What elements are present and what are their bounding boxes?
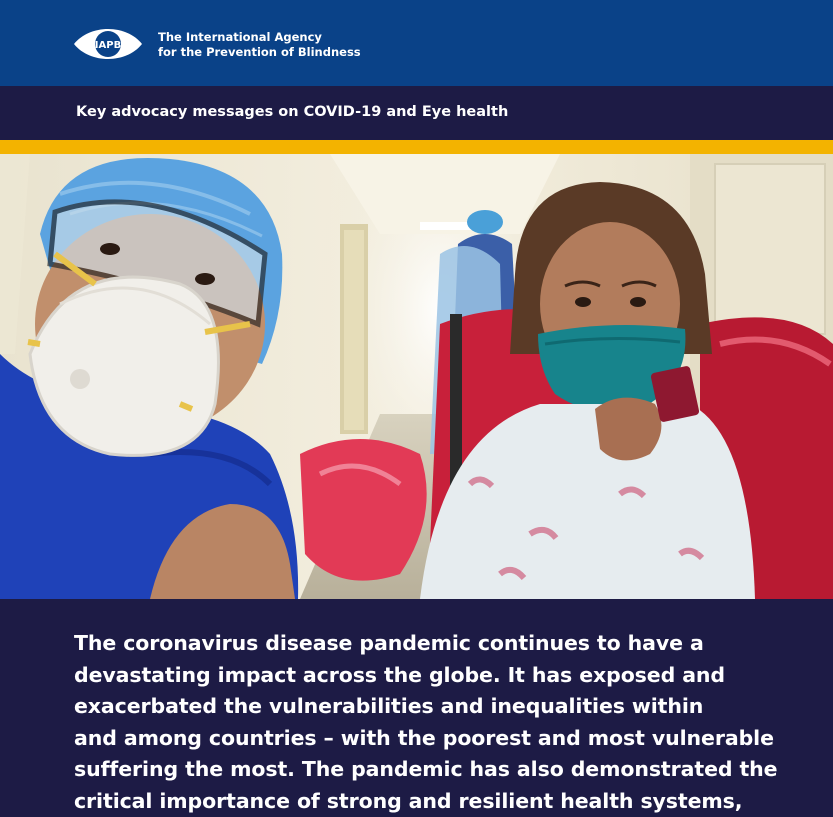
org-name-line1: The International Agency [158, 30, 361, 45]
intro-line: exacerbated the vulnerabilities and inequalities within [74, 691, 774, 723]
intro-line: suffering the most. The pandemic has also demonstrated the [74, 754, 774, 786]
intro-line: devastating impact across the globe. It has exposed and [74, 660, 774, 692]
org-name-line2: for the Prevention of Blindness [158, 45, 361, 60]
organization-name [158, 30, 361, 60]
logo-text: IAPB [95, 40, 121, 51]
intro-line: critical importance of strong and resilient health systems, [74, 786, 774, 817]
photo-illustration [0, 154, 833, 599]
iapb-logo [72, 26, 144, 62]
intro-line: and among countries – with the poorest and most vulnerable [74, 723, 774, 755]
page-title: Key advocacy messages on COVID-19 and Eye health [76, 103, 508, 121]
accent-bar [0, 140, 833, 154]
hospital-selfie-photo [0, 154, 833, 599]
intro-line: The coronavirus disease pandemic continues to have a [74, 628, 774, 660]
intro-paragraph [74, 628, 774, 817]
